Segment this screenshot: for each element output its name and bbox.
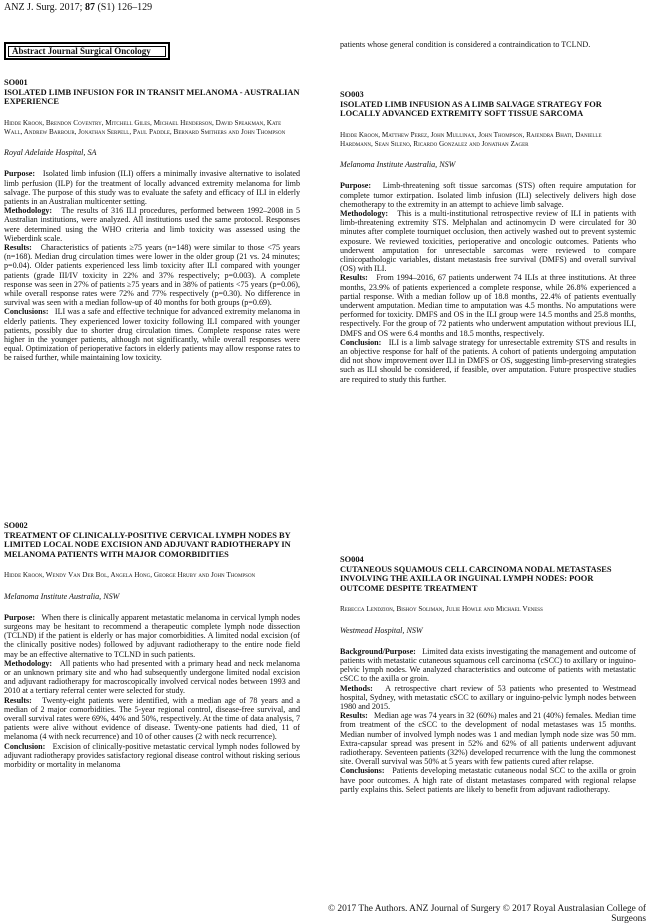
abstract-id: SO002 xyxy=(4,521,28,530)
para-text: When there is clinically apparent metastatic melanoma in cervical lymph nodes surgeons may be hesitant to recommend a therapeutic complete lymph node dissection (TCLND) if the patient is elderly or has major comorbidities. A limited nodal excision (of the clinically positive nodes) followed by adjuvant radiotherapy to the entire node field may be an effective alternative to TCLND in such patients. xyxy=(4,612,300,659)
abstract-so003 xyxy=(340,90,636,384)
para-text: Limb-threatening soft tissue sarcomas (STS) often require amputation for complete tumor extirpation. Isolated limb infusion (ILI) selectively delivers high dose chemotherapy to the extremity in an attempt to achieve limb salvage. xyxy=(340,181,636,209)
abstract-paragraph xyxy=(4,659,300,696)
para-label: Results: xyxy=(340,711,368,721)
abstract-paragraph xyxy=(340,273,636,337)
abstract-authors: Rebecca Lendzion, Bishoy Soliman, Julie Howle and Michael Veness xyxy=(340,605,543,614)
para-text: Limited data exists investigating the management and outcome of patients with metastatic cutaneous squamous cell carcinoma (cSCC) to axillary or inguino-pelvic lymph nodes. We analyzed characteristics and outcome of patients with metastatic cSCC to the axilla or groin. xyxy=(340,646,636,684)
para-label: Conclusions: xyxy=(340,766,385,776)
abstract-id: SO003 xyxy=(340,90,364,99)
abstract-authors: Hidde Kroon, Matthew Perez, John Mullinax, John Thompson, Rajendra Bhati, Danielle Hardmann, Sean Sileno, Ricardo Gonzalez and Jonathan Zager xyxy=(340,130,602,148)
abstract-paragraph xyxy=(4,307,300,362)
abstract-paragraph xyxy=(4,742,300,770)
abstract-paragraph xyxy=(340,766,636,794)
section-label: Abstract Journal Surgical Oncology xyxy=(8,46,166,57)
para-text: Twenty-eight patients were identified, with a median age of 78 years and a median of 2 major comorbidities. The 5-year regional control, disease-free survival, and overall survival rates were 69%, 44% and 50%, respectively. At the time of data analysis, 7 patients were alive without evidence of disease. Twenty-one patients had died, 11 of melanoma (4 with neck recurrence) and 10 of other causes (2 with neck recurrence). xyxy=(4,695,300,742)
abstract-paragraph xyxy=(4,206,300,243)
abstract-affiliation: Melanoma Institute Australia, NSW xyxy=(340,160,456,170)
abstract-id: SO001 xyxy=(4,78,28,87)
abstract-paragraph xyxy=(4,243,300,307)
abstract-so004 xyxy=(340,555,636,794)
abstract-paragraph xyxy=(340,338,636,384)
continuation-text xyxy=(340,40,636,49)
para-text: ILI is a limb salvage strategy for unresectable extremity STS and results in an objective response for half of the patients. A cohort of patients undergoing amputation did not show improvement over ILI in DMFS or OS, suggesting limb-preserving strategies such as ILI should be considered, if feasible, over amputation. Future prospective studies are required to study this further. xyxy=(340,337,637,384)
para-label: Background/Purpose: xyxy=(340,646,416,656)
journal-name: ANZ J. Surg. 2017; xyxy=(4,2,83,13)
para-label: Purpose: xyxy=(4,169,36,179)
para-label: Methods: xyxy=(340,683,373,693)
para-text: From 1994–2016, 67 patients underwent 74 ILIs at three institutions. At three months, 23.9% of patients experienced a complete response, while 26.8% experienced a partial response. With a median follow up of 18.8 months, 22.4% of patients eventually underwent amputation. Median time to amputation was 4.5 months. No amputations were performed for toxicity. DMFS and OS in the ILI group were 14.5 months and 25.8 months, respectively. For the group of 72 patients who underwent amputation without previous ILI, DMFS and OS were 6.4 months and 18.5 months, respectively. xyxy=(340,273,636,338)
para-text: Excision of clinically-positive metastatic cervical lymph nodes followed by adjuvant radiotherapy provides satisfactory regional disease control without risking serious morbidity or mortality in melanoma xyxy=(4,741,301,770)
para-text: Characteristics of patients ≥75 years (n=148) were similar to those <75 years (n=168). Median drug circulation times were lower in the older group (21 vs. 24 minutes; p=0.04). Older patients experienced less limb toxicity after ILI compared with younger patients (grade III/IV toxicity in 22% and 37% respectively; p=0.003). A complete response was seen in 27% of patients ≥75 years and in 38% of patients <75 years (p=0.06), while overall response rates were 72% and 77% respectively (p=0.30). No difference in survival was seen with a median follow-up of 40 months for both groups (p=0.69). xyxy=(4,243,300,308)
para-text: The results of 316 ILI procedures, performed between 1992–2008 in 5 Australian institutions, were analyzed. All institutions used the same protocol. Responses were determined using the WHO criteria and limb toxicity was assessed using the Wieberdink scale. xyxy=(4,206,300,243)
para-label: Conclusion: xyxy=(4,741,46,751)
para-label: Purpose: xyxy=(4,612,36,622)
abstract-title: ISOLATED LIMB INFUSION AS A LIMB SALVAGE STRATEGY FOR LOCALLY ADVANCED EXTREMITY SOFT TISSUE SARCOMA xyxy=(340,99,602,119)
para-text: This is a multi-institutional retrospective review of ILI in patients with limb-threatening extremity STS. Melphalan and actinomycin D were circulated for 30 minutes after complete tourniquet occlusion, then actively washed out to prevent systemic exposure. We reviewed toxicities, perioperative and oncologic outcomes. Patients who underwent amputation for unresectable sarcomas were reviewed to compare clinicopathologic variables, distant metastasis free survival (DMFS) and overall survival (OS) with ILI. xyxy=(340,209,636,274)
journal-volume: 87 xyxy=(84,2,95,13)
para-text: Median age was 74 years in 32 (60%) males and 21 (40%) females. Median time from treatment of the cSCC to the development of nodal metastases was 15 months. Median number of involved lymph nodes was 1 and median lymph node size was 50 mm. Extra-capsular spread was present in 52% and 62% of all patients underwent adjuvant radiotherapy. Seventeen patients (32%) developed recurrence with the lung the commonest site. Overall survival was 50% at 5 years with few patients cured after relapse. xyxy=(340,711,636,767)
running-head xyxy=(4,2,152,13)
continuation-paragraph: patients whose general condition is considered a contraindication to TCLND. xyxy=(340,40,591,49)
abstract-title: CUTANEOUS SQUAMOUS CELL CARCINOMA NODAL METASTASES INVOLVING THE AXILLA OR INGUINAL LYMPH NODES: POOR OUTCOME DESPITE TREATMENT xyxy=(340,564,612,593)
abstract-paragraph xyxy=(4,613,300,659)
para-label: Conclusion: xyxy=(340,337,382,347)
para-text: ILI was a safe and effective technique for advanced extremity melanoma in elderly patients. They experienced lower toxicity following ILI compared with younger patients, possibly due to shorter drug circulation times. Complete response rates were higher in the younger patients, although not significantly, while overall responses were equal. Optimization of perioperative factors in elderly patients may allow response rates to be raised further, while maintaining low toxicity. xyxy=(4,307,300,363)
para-label: Purpose: xyxy=(340,181,372,191)
abstract-id: SO004 xyxy=(340,555,364,564)
abstract-paragraph xyxy=(340,684,636,712)
abstract-paragraph xyxy=(340,647,636,684)
abstract-paragraph xyxy=(340,711,636,766)
abstract-paragraph xyxy=(4,696,300,742)
abstract-title: TREATMENT OF CLINICALLY-POSITIVE CERVICAL LYMPH NODES BY LIMITED LOCAL NODE EXCISION AND ADJUVANT RADIOTHERAPY IN MELANOMA PATIENTS WITH MAJOR COMORBIDITIES xyxy=(4,530,291,559)
para-label: Methodology: xyxy=(340,209,389,218)
abstract-affiliation: Westmead Hospital, NSW xyxy=(340,625,423,635)
abstract-paragraph xyxy=(4,169,300,206)
abstract-authors: Hidde Kroon, Brendon Coventry, Mitchell Giles, Michael Henderson, David Speakman, Kate Wall, Andrew Barbour, Jonathan Serpell, Paul Paddle, Bernard Smithers and John Thompson xyxy=(4,118,286,136)
para-label: Conclusions: xyxy=(4,307,49,317)
abstract-so002 xyxy=(4,521,300,769)
para-label: Results: xyxy=(4,243,32,253)
journal-pages: (S1) 126–129 xyxy=(97,2,153,13)
para-text: A retrospective chart review of 53 patients who presented to Westmead hospital, Sydney, with metastatic cSCC to axillary or inguino-pelvic lymph nodes between 1980 and 2015. xyxy=(340,683,636,711)
para-label: Results: xyxy=(340,273,368,283)
page-footer: © 2017 The Authors. ANZ Journal of Surgery © 2017 Royal Australasian College of Surgeons xyxy=(327,904,646,924)
abstract-paragraph xyxy=(340,209,636,273)
abstract-affiliation: Royal Adelaide Hospital, SA xyxy=(4,148,97,158)
para-label: Results: xyxy=(4,695,32,705)
abstract-so001 xyxy=(4,78,300,363)
abstract-title: ISOLATED LIMB INFUSION FOR IN TRANSIT MELANOMA - AUSTRALIAN EXPERIENCE xyxy=(4,87,300,107)
para-label: Methodology: xyxy=(4,658,53,668)
para-text: Patients developing metastatic cutaneous nodal SCC to the axilla or groin have poor outcomes. A high rate of distant metastases compared with regional relapse partly explains this. Select patients are likely to benefit from adjuvant radiotherapy. xyxy=(340,766,636,794)
para-text: Isolated limb infusion (ILI) offers a minimally invasive alternative to isolated limb perfusion (ILP) for the treatment of locally advanced extremity melanoma for limb salvage. The purpose of this study was to evaluate the safety and efficacy of ILI in elderly patients in an Australian multicenter setting. xyxy=(4,169,300,206)
abstract-paragraph xyxy=(340,181,636,209)
section-label-box xyxy=(4,42,170,60)
abstract-affiliation: Melanoma Institute Australia, NSW xyxy=(4,591,120,601)
abstract-authors: Hidde Kroon, Wendy Van Der Bol, Angela Hong, George Hruby and John Thompson xyxy=(4,571,256,580)
para-text: All patients who had presented with a primary head and neck melanoma or an unknown primary site and who had subsequently undergone limited nodal excision and adjuvant radiotherapy for macroscopically involved cervical nodes between 1993 and 2010 at a tertiary referral center were selected for study. xyxy=(4,658,301,696)
para-label: Methodology: xyxy=(4,206,53,216)
